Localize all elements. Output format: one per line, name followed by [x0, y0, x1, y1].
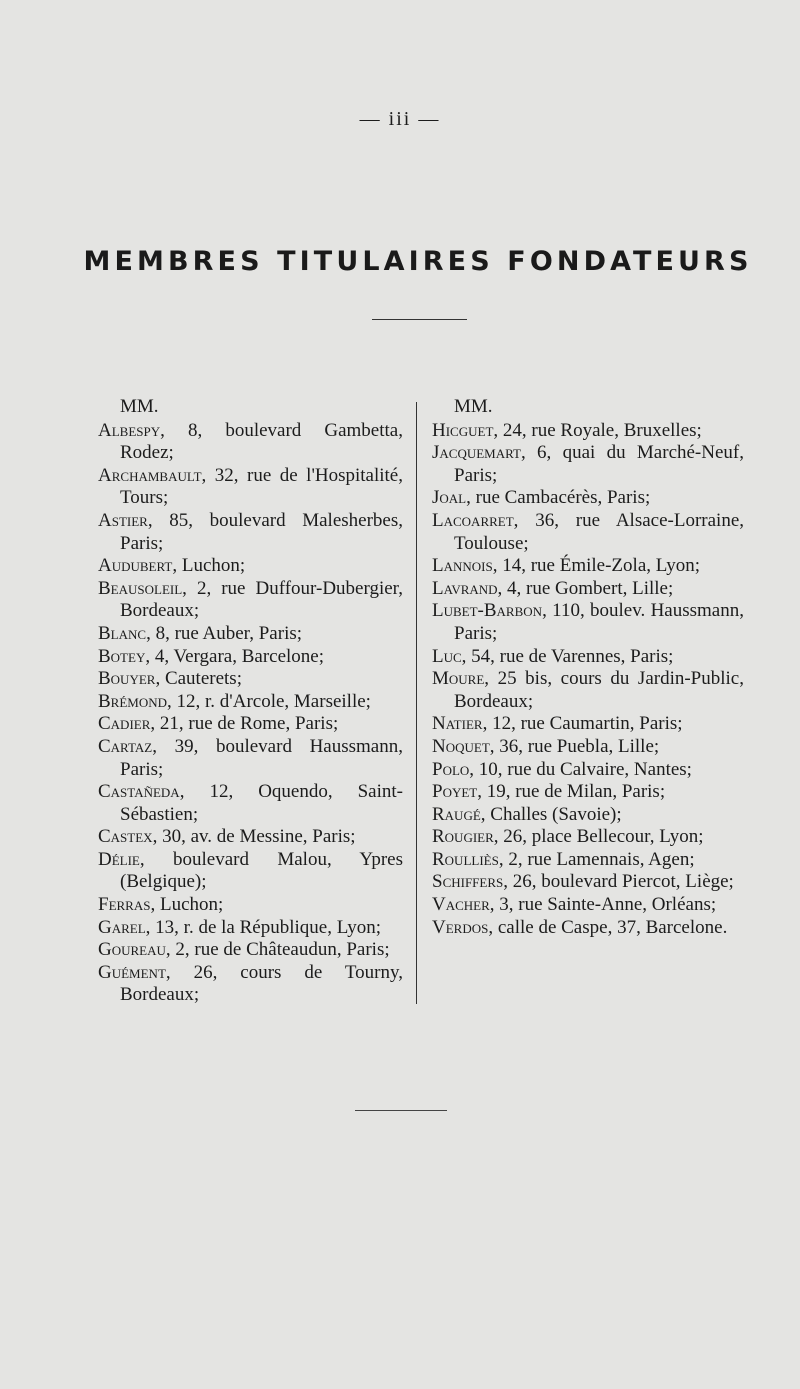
member-name: Guément — [98, 961, 166, 983]
column-heading: MM. — [454, 396, 493, 417]
member-address: , calle de Caspe, 37, Barcelone. — [488, 916, 728, 938]
member-entry — [98, 713, 403, 736]
member-entry — [432, 713, 744, 736]
closing-rule — [355, 1110, 447, 1111]
member-address: , 26, boulevard Piercot, Liège; — [503, 871, 734, 893]
member-address: , 2, rue Lamennais, Agen; — [498, 848, 695, 870]
member-entry — [432, 849, 744, 872]
right-column — [432, 396, 744, 939]
member-entry — [98, 578, 403, 623]
member-address: , Luchon; — [150, 894, 224, 916]
member-entry — [432, 578, 744, 601]
member-entry — [98, 736, 403, 781]
member-entry — [98, 917, 403, 940]
member-name: Ferras — [98, 894, 151, 916]
member-address: , 2, rue Duffour-Dubergier, Bordeaux; — [120, 577, 403, 622]
member-address: , 12, Oquendo, Saint-Sébastien; — [120, 781, 403, 825]
member-name: Lannois — [432, 555, 493, 577]
member-list — [432, 420, 744, 940]
member-name: Schiffers — [432, 871, 504, 893]
member-address: , 12, r. d'Arcole, Marseille; — [167, 690, 371, 712]
member-address: , 14, rue Émile-Zola, Lyon; — [492, 555, 701, 577]
member-address: , 30, av. de Messine, Paris; — [152, 826, 356, 848]
member-entry — [432, 420, 744, 443]
member-name: Audubert — [98, 555, 173, 577]
member-address: , 8, boulevard Gambetta, Rodez; — [120, 419, 403, 464]
member-entry — [432, 668, 744, 713]
column-heading: MM. — [120, 396, 159, 417]
member-entry — [98, 962, 403, 1007]
member-entry — [432, 759, 744, 782]
member-entry — [98, 465, 403, 510]
member-name: Castañeda — [98, 781, 180, 803]
member-address: , 8, rue Auber, Paris; — [146, 622, 303, 644]
member-address: , 10, rue du Calvaire, Nantes; — [469, 758, 692, 780]
member-entry — [432, 646, 744, 669]
member-entry — [98, 510, 403, 555]
member-entry — [432, 442, 744, 487]
left-column — [98, 396, 403, 1007]
member-address: , 6, quai du Marché-Neuf, Paris; — [454, 442, 744, 486]
member-address: , 24, rue Royale, Bruxelles; — [493, 419, 702, 441]
member-name: Blanc — [98, 622, 147, 644]
member-entry — [432, 894, 744, 917]
member-entry — [98, 826, 403, 849]
member-address: , 12, rue Caumartin, Paris; — [482, 713, 683, 735]
member-entry — [98, 691, 403, 714]
page-number: — iii — — [359, 108, 441, 130]
member-name: Cadier — [98, 713, 151, 735]
member-name: Moure — [432, 668, 485, 690]
member-entry — [432, 487, 744, 510]
member-entry — [432, 917, 744, 940]
member-entry — [432, 871, 744, 894]
member-name: Verdos — [432, 916, 489, 938]
member-address: , 19, rue de Milan, Paris; — [477, 781, 666, 803]
member-name: Botey — [98, 645, 146, 667]
member-name: Archambault — [98, 464, 202, 486]
member-address: , 25 bis, cours du Jardin-Public, Bordeaux; — [454, 668, 744, 712]
member-name: Natier — [432, 713, 483, 735]
member-name: Bouyer — [98, 668, 156, 690]
member-entry — [432, 781, 744, 804]
member-address: , 54, rue de Varennes, Paris; — [461, 645, 674, 667]
member-entry — [432, 510, 744, 555]
member-name: Raugé — [432, 803, 481, 825]
member-entry — [432, 804, 744, 827]
member-entry — [98, 623, 403, 646]
member-entry — [98, 668, 403, 691]
member-address: , 39, boulevard Haussmann, Paris; — [120, 735, 403, 780]
member-name: Lubet-Barbon — [432, 600, 543, 622]
member-entry — [432, 555, 744, 578]
member-name: Vacher — [432, 894, 490, 916]
member-address: , 26, place Bellecour, Lyon; — [493, 826, 704, 848]
member-entry — [432, 826, 744, 849]
member-address: , Cauterets; — [155, 668, 242, 690]
member-address: , Challes (Savoie); — [480, 803, 622, 825]
member-name: Brémond — [98, 690, 168, 712]
member-entry — [98, 894, 403, 917]
member-name: Hicguet — [432, 419, 494, 441]
member-name: Délie — [98, 848, 140, 870]
member-entry — [98, 849, 403, 894]
member-address: , 26, cours de Tourny, Bordeaux; — [120, 961, 403, 1006]
member-address: , 13, r. de la République, Lyon; — [145, 916, 382, 938]
member-entry — [98, 555, 403, 578]
member-name: Joal — [432, 487, 467, 509]
member-name: Albespy — [98, 419, 161, 441]
member-name: Roulliès — [432, 848, 499, 870]
member-address: , 110, boulev. Haussmann, Paris; — [454, 600, 744, 644]
member-name: Garel — [98, 916, 146, 938]
member-name: Beausoleil — [98, 577, 183, 599]
member-address: , Luchon; — [172, 555, 246, 577]
column-divider — [416, 402, 417, 1004]
member-name: Poyet — [432, 781, 478, 803]
member-entry — [432, 736, 744, 759]
member-address: , 32, rue de l'Hospitalité, Tours; — [120, 464, 403, 509]
member-name: Noquet — [432, 735, 490, 757]
member-name: Goureau — [98, 939, 166, 961]
member-entry — [98, 646, 403, 669]
member-name: Castex — [98, 826, 153, 848]
member-entry — [98, 420, 403, 465]
member-address: , 2, rue de Châteaudun, Paris; — [165, 939, 390, 961]
member-list — [98, 420, 403, 1007]
member-address: , 36, rue Alsace-Lorraine, Toulouse; — [454, 509, 744, 554]
page-title: MEMBRES TITULAIRES FONDATEURS — [83, 246, 753, 277]
member-name: Luc — [432, 645, 462, 667]
member-address: , boulevard Malou, Ypres (Belgique); — [120, 848, 403, 893]
member-address: , rue Cambacérès, Paris; — [466, 487, 651, 509]
member-name: Lavrand — [432, 577, 498, 599]
title-rule — [372, 319, 467, 320]
member-address: , 21, rue de Rome, Paris; — [150, 713, 339, 735]
member-name: Rougier — [432, 826, 494, 848]
member-address: , 4, Vergara, Barcelone; — [145, 645, 325, 667]
member-entry — [98, 939, 403, 962]
member-name: Cartaz — [98, 735, 153, 757]
member-name: Lacoarret — [432, 509, 514, 531]
member-name: Polo — [432, 758, 470, 780]
member-entry — [432, 600, 744, 645]
member-entry — [98, 781, 403, 826]
member-name: Astier — [98, 509, 148, 531]
member-address: , 4, rue Gombert, Lille; — [497, 577, 674, 599]
member-address: , 85, boulevard Malesherbes, Paris; — [120, 509, 403, 554]
member-name: Jacquemart — [432, 442, 521, 464]
member-address: , 3, rue Sainte-Anne, Orléans; — [489, 894, 717, 916]
member-address: , 36, rue Puebla, Lille; — [489, 735, 660, 757]
